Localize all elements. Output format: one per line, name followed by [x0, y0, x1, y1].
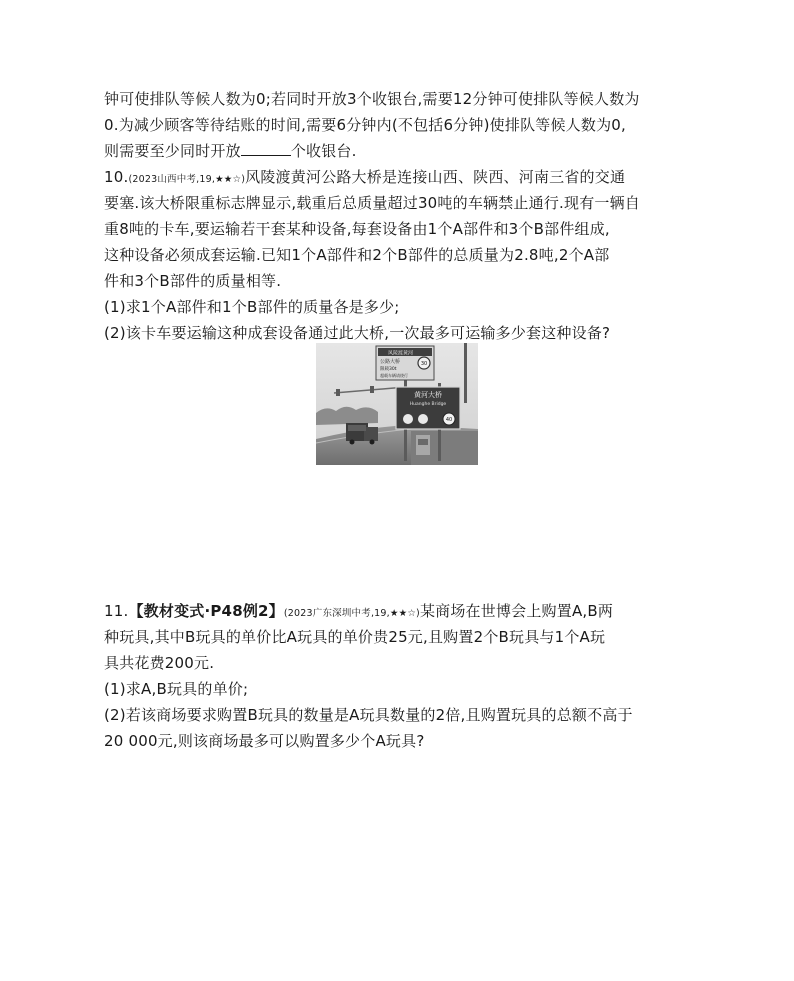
answer-blank[interactable]	[241, 141, 291, 156]
continuation-line-1: 钟可使排队等候人数为0;若同时开放3个收银台,需要12分钟可使排队等候人数为	[104, 90, 640, 108]
q10-source: (2023山西中考,19,★★☆)	[128, 174, 246, 185]
q10-line-3: 重8吨的卡车,要运输若干套某种设备,每套设备由1个A部件和3个B部件组成,	[104, 220, 610, 238]
no-entry-icon	[403, 414, 413, 424]
sign-top-speed: 30	[420, 361, 428, 367]
bridge-sign-photo	[316, 343, 478, 465]
q11-part-1: (1)求A,B玩具的单价;	[104, 680, 249, 698]
q11-line-2: 种玩具,其中B玩具的单价比A玩具的单价贵25元,且购置2个B玩具与1个A玩	[104, 628, 606, 646]
q11-tag: 【教材变式·P48例2】	[128, 602, 284, 620]
continuation-line-3	[104, 140, 357, 162]
sign-top-line3: 限载30t	[380, 367, 397, 372]
q10-number: 10.	[104, 168, 129, 186]
q10-line-1	[104, 166, 625, 191]
sign-main-cn: 黄河大桥	[414, 391, 442, 399]
continuation-line-2: 0.为减少顾客等待结账的时间,需要6分钟内(不包括6分钟)使排队等候人数为0,	[104, 116, 626, 134]
q10-line-4: 这种设备必须成套运输.已知1个A部件和2个B部件的总质量为2.8吨,2个A部	[104, 246, 610, 264]
q11-line-1-text: 某商场在世博会上购置A,B两	[419, 602, 614, 620]
continuation-line-3-after: 个收银台.	[290, 142, 357, 160]
sign-main-speed: 40	[445, 417, 453, 423]
q10-line-1-text: 风陵渡黄河公路大桥是连接山西、陕西、河南三省的交通	[245, 168, 626, 186]
q11-number: 11.	[104, 602, 129, 620]
q11-part-2: (2)若该商场要求购置B玩具的数量是A玩具数量的2倍,且购置玩具的总额不高于	[104, 706, 633, 724]
no-truck-icon	[418, 414, 428, 424]
q10-part-1: (1)求1个A部件和1个B部件的质量各是多少;	[104, 298, 400, 316]
continuation-line-3-before: 则需要至少同时开放	[104, 142, 241, 160]
q10-line-5: 件和3个B部件的质量相等.	[104, 272, 282, 290]
q11-line-3: 具共花费200元.	[104, 654, 215, 672]
sign-main-en: Huanghe Bridge	[409, 402, 447, 407]
q10-line-2: 要塞.该大桥限重标志牌显示,载重后总质量超过30吨的车辆禁止通行.现有一辆自	[104, 194, 640, 212]
q11-line-1	[104, 600, 613, 625]
q11-source: (2023广东深圳中考,19,★★☆)	[283, 608, 420, 619]
sign-top-line1: 风陵渡黄河	[388, 350, 414, 357]
q11-part-2-line-2: 20 000元,则该商场最多可以购置多少个A玩具?	[104, 732, 425, 750]
q10-part-2: (2)该卡车要运输这种成套设备通过此大桥,一次最多可运输多少套这种设备?	[104, 324, 611, 342]
sign-top-line2: 公路大桥	[380, 359, 401, 365]
sign-top-line4: 超载车辆请绕行	[380, 373, 408, 378]
